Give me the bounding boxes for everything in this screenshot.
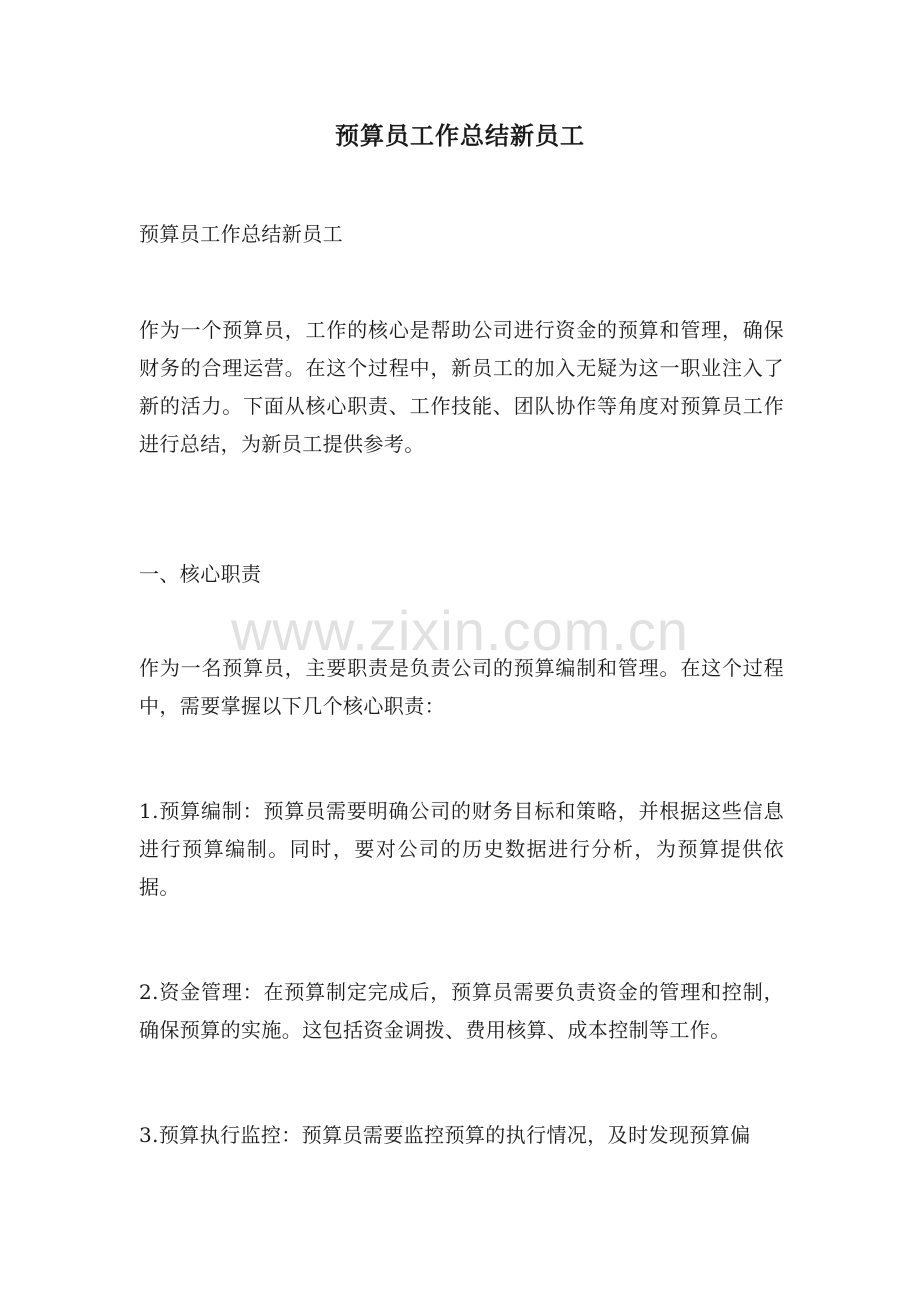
document-title: 预算员工作总结新员工 [335, 121, 585, 150]
list-item-budget-preparation: 1.预算编制：预算员需要明确公司的财务目标和策略，并根据这些信息进行预算编制。同时，要对公司的历史数据进行分析，为预算提供依据。 [139, 799, 784, 899]
list-item-budget-monitoring: 3.预算执行监控：预算员需要监控预算的执行情况，及时发现预算偏 [139, 1123, 751, 1147]
list-item-fund-management: 2.资金管理：在预算制定完成后，预算员需要负责资金的管理和控制，确保预算的实施。这包括资金调拨、费用核算、成本控制等工作。 [139, 980, 784, 1042]
intro-paragraph: 作为一个预算员，工作的核心是帮助公司进行资金的预算和管理，确保财务的合理运营。在这个过程中，新员工的加入无疑为这一职业注入了新的活力。下面从核心职责、工作技能、团队协作等角度对预算员工作进行总结，为新员工提供参考。 [139, 318, 784, 456]
section-heading-core-duties: 一、核心职责 [139, 562, 262, 586]
document-subtitle: 预算员工作总结新员工 [139, 222, 343, 246]
section-intro-paragraph: 作为一名预算员，主要职责是负责公司的预算编制和管理。在这个过程中，需要掌握以下几个核心职责： [139, 656, 784, 718]
watermark: www.zixin.com.cn [231, 599, 689, 662]
